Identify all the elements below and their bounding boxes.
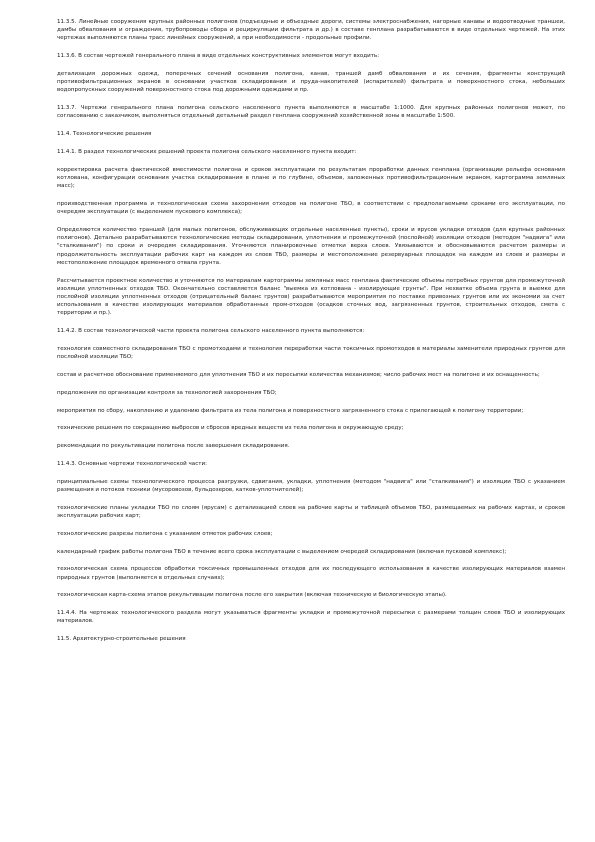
- paragraph-11-4-1: 11.4.1. В раздел технологических решений проекта полигона сельского населенного пункта входит:: [57, 149, 357, 155]
- paragraph-recultivation-map: технологическая карта-схема этапов рекультивации полигона после его закрытия (включая техническую и биологическую этапы).: [57, 592, 447, 599]
- paragraph-emissions: технические решения по сокращению выбросов и сбросов вредных веществ из тела полигона в окружающую среду;: [57, 425, 404, 432]
- section-heading-11-5: 11.5. Архитектурно-строительные решения: [57, 636, 186, 643]
- paragraph-11-4-3: 11.4.3. Основные чертежи технологической части:: [57, 461, 207, 467]
- paragraph-11-4-2: 11.4.2. В состав технологической части проекта полигона сельского населенного пункта выполняются:: [57, 328, 365, 335]
- paragraph-11-4-4: 11.4.4. На чертежах технологического раздела могут указываться фрагменты укладки и промежуточной пересыпки с размерами толщин слоев ТБО и изолирующих материалов.: [57, 610, 565, 625]
- paragraph-toxic-processing: технологическая схема процессов обработки токсичных промышленных отходов для их последующего использования в качестве изолирующих материалов взамен природных грунтов (выполняется в отдельных случаях);: [57, 566, 565, 581]
- paragraph-schedule: календарный график работы полигона ТБО в течение всего срока эксплуатации с выделением очередей складирования (включая пусковой комплекс);: [57, 548, 507, 555]
- paragraph-co-disposal: технология совместного складирования ТБО с промотходами и технология переработки части токсичных промотходов в материалы заменители природных грунтов для послойной изоляции ТБО;: [57, 346, 565, 361]
- paragraph-control: предложения по организации контроля за технологией захоронения ТБО;: [57, 389, 277, 396]
- paragraph-11-3-5: 11.3.5. Линейные сооружения крупных районных полигонов (подъездные и объездные дороги, системы электроснабжения, нагорные канавы и водоотводные траншеи, дамбы обвалования и ограждения, трубопроводы сбора и рециркуляции фильтрата и др.) в составе генплана разрабатываются в виде отдельных чертежей. На этих чертежах выполняются планы трасс линейных сооружений, а при необходимости - продольные профили.: [57, 19, 565, 42]
- paragraph-recultivation: рекомендации по рекультивации полигона после завершения складирования.: [57, 443, 290, 450]
- paragraph-capacity-correction: корректировка расчета фактической вместимости полигона и сроков эксплуатации по результатам проработки данных генплана (организации рельефа основания котлована, конфигурации основания участка складирования в плане и по глубине, объемов, заложенных противофильтрационным экраном, картограмма земляных масс);: [57, 166, 565, 190]
- paragraph-production-program: производственная программа и технологическая схема захоронения отходов на полигоне ТБО, в соответствии с предполагаемыми сроками его эксплуатации, по очередям эксплуатации (с выделением пускового комплекса);: [57, 201, 565, 216]
- paragraph-soil-balance: Рассчитывается проектное количество и уточняются по материалам картограммы земляных масс генплана фактические объемы потребных грунтов для промежуточной изоляции уплотненных отходов ТБО. Окончательно составляется баланс "выемка из котлована - изолирующие грунты". При нехватке объема грунта в выемке для послойной изоляции уплотненных отходов (отрицательный баланс грунтов) разрабатываются мероприятия по поставке привозных грунтов или их экономии за счет использования в качестве изолирующих материалов обработанных пром-отходов (осадков сточных вод, загрязненных грунтов, строительных отходов, смета с территории и пр.).: [57, 277, 565, 317]
- paragraph-layer-plans: технологические планы укладки ТБО по слоям (ярусам) с детализацией слоев на рабочие карты и таблицей объемов ТБО, размещаемых на рабочих картах, и сроков эксплуатации рабочих карт;: [57, 504, 565, 519]
- paragraph-11-3-7: 11.3.7. Чертежи генерального плана полигона сельского населенного пункта выполняются в масштабе 1:1000. Для крупных районных полигонов может, по согласованию с заказчиком, выполняться отдельный детальный раздел генплана сооружений хозяйственной зоны в масштабе 1:500.: [57, 105, 565, 120]
- paragraph-sections: технологические разрезы полигона с указанием отметок рабочих слоев;: [57, 530, 273, 537]
- paragraph-detail-list: детализация дорожных одежд, поперечных сечений основания полигона, канав, траншей дамб обвалования и их сечения, фрагменты конструкций противофильтрационных экранов в основании участков складирования и пруда-накопителей (испарителей) фильтрата и поверхностного стока, небольших водопропускных сооружений поверхностного стока под дорожными одеждами и пр.: [57, 71, 565, 94]
- section-heading-11-4: 11.4. Технологические решения: [57, 131, 152, 138]
- paragraph-11-3-6: 11.3.6. В состав чертежей генерального плана в виде отдельных конструктивных элементов могут входить:: [57, 53, 380, 60]
- paragraph-leachate: мероприятия по сбору, накоплению и удалению фильтрата из тела полигона и поверхностного загрязненного стока с прилегающей к полигону территории;: [57, 407, 524, 414]
- paragraph-machinery: состав и расчетное обоснование применяемого для уплотнения ТБО и их пересыпки количества механизмов; число рабочих мест на полигоне и их оснащенность;: [57, 372, 540, 379]
- paragraph-process-schemes: принципиальные схемы технологического процесса разгрузки, сдвигания, укладки, уплотнения (методом "надвига" или "сталкивания") и изоляции ТБО с указанием размещения и потоков техники (мусоровозов, бульдозеров, катков-уплотнителей);: [57, 478, 565, 493]
- paragraph-trench-count: Определяются количество траншей (для малых полигонов, обслуживающих отдельные населенные пункты), сроки и ярусов укладки отходов (для крупных районных полигонов). Детально разрабатываются технологические методы складирования, уплотнения и промежуточной (послойной) изоляции отходов (методом "надвига" или "сталкивания") по сроки и очередям складирования. Уточняются планировочные отметки верха слоев. Увязываются и обосновываются расчетом размеры и продолжительность эксплуатации рабочих карт на каждом из слоев ТБО, размеры и местоположение резервуарных площадок на каждом из слоев и размеры и местоположение площадок временного отвала грунта.: [57, 227, 565, 266]
